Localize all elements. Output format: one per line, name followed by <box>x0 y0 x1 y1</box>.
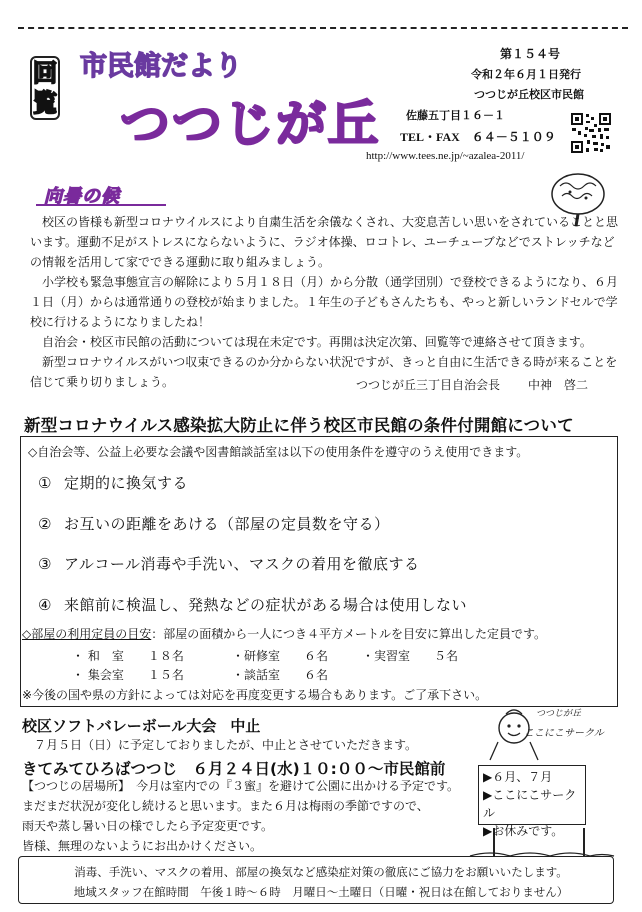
room-cap: １５名 <box>147 668 184 682</box>
room-name: ・ 集会室 <box>72 668 124 682</box>
address: 佐藤五丁目１６－１ <box>406 110 505 122</box>
qr-code-icon <box>570 112 612 154</box>
condition-text: 来館前に検温し、発熱などの症状がある場合は使用しない <box>63 596 467 614</box>
condition-item <box>38 594 467 615</box>
greeting-paragraph: 新型コロナウイルスがいつ収束できるのか分からない状況ですが、きっと自由に生活できる時が来ることを信じて乗り切りましょう。 <box>30 355 618 389</box>
condition-item <box>38 553 420 574</box>
condition-number: ④ <box>38 596 52 614</box>
hiroba-heading: きてみてひろばつつじ ６月２４日(水)１０:００～市民館前 <box>22 760 446 778</box>
newsletter-title: つつじが丘 <box>120 95 380 153</box>
tel-fax: TEL・FAX ６４－５１０９ <box>400 130 556 144</box>
season-underline <box>36 204 166 206</box>
capacity-text: ：部屋の面積から一人につき４平方メートルを目安に算出した定員です。 <box>151 627 547 641</box>
room-cap: ６名 <box>304 668 329 682</box>
footer-line-1: 消毒、手洗い、マスクの着用、部屋の換気など感染症対策の徹底にご協力をお願いいたします。 <box>74 865 568 879</box>
signboard-item: ▶お休みです。 <box>483 824 564 838</box>
room-name: ・研修室 <box>232 649 281 663</box>
room-name: ・実習室 <box>362 649 411 663</box>
hiroba-line: 【つつじの居場所】 今月は室内での『３蜜』を避けて公園に出かける予定です。まだまだ状況が変化し続けると思います。また６月は梅雨の季節ですので、 <box>22 779 460 813</box>
greeting-signature <box>356 376 616 393</box>
condition-number: ② <box>38 515 52 533</box>
volleyball-title: 校区ソフトバレーボール大会 <box>22 717 217 735</box>
signboard-item: ▶ここにこサークル <box>483 788 577 820</box>
greeting-paragraph: 小学校も緊急事態宣言の解除により５月１８日（月）から分散（通学団別）で登校できるようになり、６月１日（月）からは通常通りの登校が始まりました。１年生の子どもさんたちも、やっと新しいランドセルで学校に行けるようになりましたね！ <box>30 275 619 329</box>
condition-number: ① <box>38 474 52 492</box>
volleyball-heading <box>22 715 260 736</box>
greeting-paragraph: 校区の皆様も新型コロナウイルスにより自粛生活を余儀なくされ、大変息苦しい思いをされていることと思います。運動不足がストレスにならないように、ラジオ体操、ロコトレ、ユーチューブなどでストレッチなどの情報を活用して家でできる運動に取り組みましょう。 <box>30 215 619 269</box>
room-cap: １８名 <box>147 649 184 663</box>
condition-item <box>38 472 188 493</box>
room-capacity <box>232 666 328 683</box>
room-name: ・ 和 室 <box>72 649 124 663</box>
room-cap: ５名 <box>434 649 459 663</box>
signature-org: つつじが丘三丁目自治会長 <box>356 378 501 392</box>
volleyball-text: ７月５日（日）に予定しておりましたが、中止とさせていただきます。 <box>34 738 418 752</box>
condition-text: お互いの距離をあける（部屋の定員数を守る） <box>63 515 390 533</box>
issue-number: 第１５４号 <box>500 47 561 61</box>
circulation-badge <box>30 56 60 120</box>
kairan-char-1: 回 <box>33 59 57 87</box>
signboard-header-bottom: ここにこサークル <box>524 728 604 739</box>
kairan-char-2: 覧 <box>33 89 57 117</box>
publisher: つつじが丘校区市民館 <box>474 89 584 101</box>
signboard-panel <box>478 765 586 838</box>
greeting-paragraph: 自治会・校区市民館の活動については現在未定です。再開は決定次第、回覧等で連絡させて頂きます。 <box>42 335 592 349</box>
signboard-header-top: つつじが丘 <box>536 709 582 719</box>
reopening-intro: ◇自治会等、公益上必要な会議や図書館談話室は以下の使用条件を遵守のうえ使用できます。 <box>28 445 529 459</box>
room-capacity <box>72 647 184 664</box>
condition-number: ③ <box>38 555 52 573</box>
issue-date: 令和２年６月１日発行 <box>471 69 581 81</box>
capacity-line <box>22 625 546 642</box>
signature-name: 中神 啓二 <box>528 378 589 392</box>
room-capacity <box>362 647 458 664</box>
reopening-heading: 新型コロナウイルス感染拡大防止に伴う校区市民館の条件付開館について <box>24 416 574 435</box>
capacity-lead: ◇部屋の利用定員の目安 <box>22 627 152 641</box>
room-capacity <box>232 647 328 664</box>
policy-note: ※今後の国や県の方針によっては対応を再度変更する場合もあります。ご了承下さい。 <box>22 688 488 702</box>
signboard-item: ▶６月、７月 <box>483 770 553 784</box>
condition-text: 定期的に換気する <box>63 474 188 492</box>
condition-item <box>38 513 389 534</box>
hiroba-line: 皆様、無理のないようにお出かけください。 <box>22 839 263 853</box>
room-cap: ６名 <box>304 649 329 663</box>
top-dashed-rule <box>18 27 628 29</box>
room-capacity <box>72 666 184 683</box>
newsletter-subtitle: 市民館だより <box>80 51 242 82</box>
website-url[interactable]: http://www.tees.ne.jp/~azalea-2011/ <box>366 150 525 162</box>
hiroba-line: 雨天や蒸し暑い日の様でしたら予定変更です。 <box>22 819 274 833</box>
room-name: ・談話室 <box>232 668 281 682</box>
condition-text: アルコール消毒や手洗い、マスクの着用を徹底する <box>63 555 420 573</box>
footer-line-2: 地域スタッフ在館時間 午後１時～６時 月曜日～土曜日（日曜・祝日は在館しておりません） <box>73 885 569 899</box>
volleyball-status: 中止 <box>230 717 261 735</box>
greeting-body <box>30 212 620 392</box>
season-greeting: 向暑の候 <box>44 186 120 207</box>
